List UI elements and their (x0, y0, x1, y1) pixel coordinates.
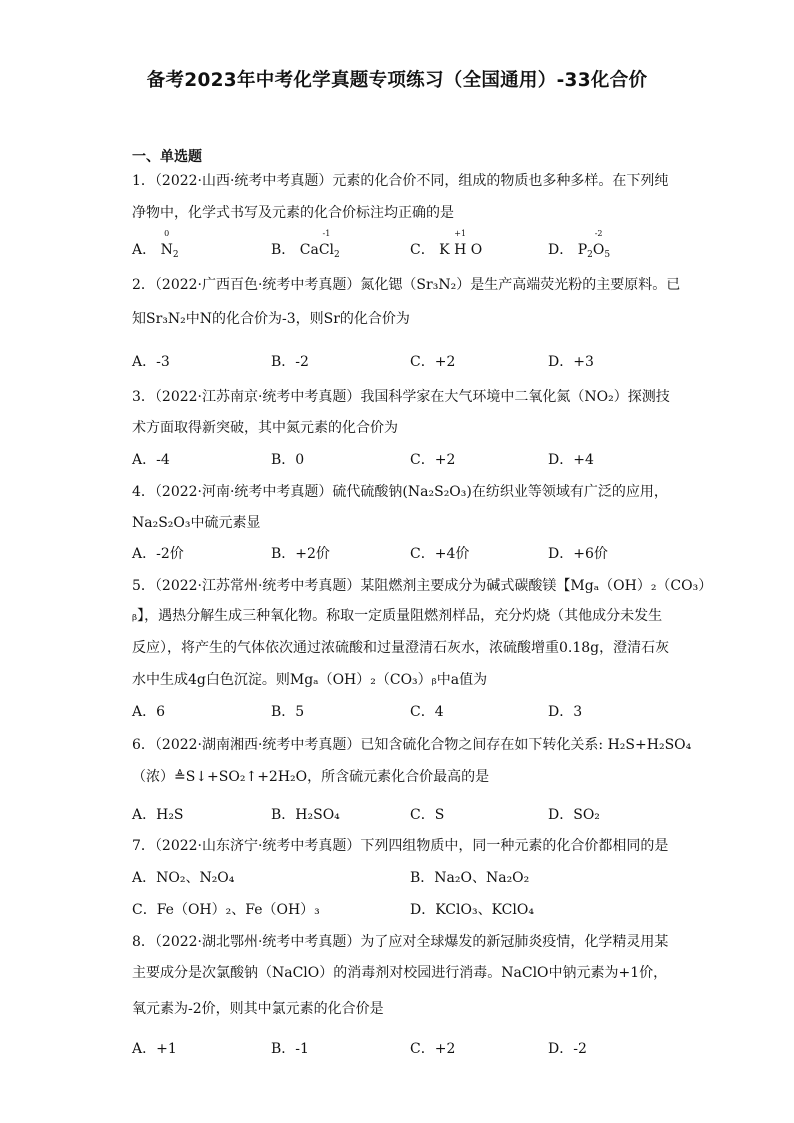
element-symbol: P (577, 242, 588, 258)
q7-option-c: C．Fe（OH）₂、Fe（OH）₃ (132, 902, 320, 918)
q2-option-c: C．+2 (410, 354, 456, 370)
formula-n2 (160, 229, 173, 260)
q3-stem-line1: 3．（2022·江苏南京·统考中考真题）我国科学家在大气环境中二氧化氮（NO₂）探测技 (132, 389, 670, 405)
q5-option-b: B．5 (271, 704, 305, 720)
q8-option-c: C．+2 (410, 1041, 456, 1057)
q8-stem-line1: 8．（2022·湖北鄂州·统考中考真题）为了应对全球爆发的新冠肺炎疫情，化学精灵用某 (132, 934, 669, 950)
q4-stem-line1: 4．（2022·河南·统考中考真题）硫代硫酸钠(Na₂S₂O₃)在纺织业等领域有广泛的应用， (132, 484, 668, 500)
q7-option-b: B．Na₂O、Na₂O₂ (410, 870, 530, 886)
q7-option-d: D．KClO₃、KClO₄ (410, 902, 534, 918)
q6-option-d: D．SO₂ (548, 807, 600, 823)
q1-stem-line1: 1．（2022·山西·统考中考真题）元素的化合价不同，组成的物质也多种多样。在下列纯 (132, 173, 669, 189)
element-symbol: O (592, 242, 605, 258)
formula-h (454, 229, 467, 260)
q3-option-c: C．+2 (410, 452, 456, 468)
q5-option-c: C．4 (410, 704, 444, 720)
valence-mark: 0 (164, 229, 170, 238)
q2-option-a: A．-3 (132, 354, 170, 370)
q2-stem-line1: 2．（2022·广西百色·统考中考真题）氮化锶（Sr₃N₂）是生产高端荧光粉的主要原料。已 (132, 277, 681, 293)
q6-stem-line2: （浓）≜S↓+SO₂↑+2H₂O，所含硫元素化合价最高的是 (132, 769, 490, 785)
q3-option-b: B．0 (271, 452, 305, 468)
q2-option-b: B．-2 (271, 354, 309, 370)
q4-option-b: B．+2价 (271, 546, 330, 562)
subscript: 5 (604, 250, 611, 260)
q6-option-c: C．S (410, 807, 445, 823)
q3-option-a: A．-4 (132, 452, 170, 468)
q1-option-b (271, 229, 340, 260)
q4-option-c: C．+4价 (410, 546, 470, 562)
q4-option-a: A．-2价 (132, 546, 184, 562)
q1-stem-line2: 净物中，化学式书写及元素的化合价标注均正确的是 (132, 205, 454, 221)
q5-stem-line1: 5．（2022·江苏常州·统考中考真题）某阻燃剂主要成分为碱式碳酸镁【Mgₐ（OH）₂（CO₃） (132, 578, 713, 594)
valence-mark: -1 (322, 229, 331, 238)
option-label: C． (410, 242, 435, 258)
q1-option-a (132, 229, 179, 260)
q5-option-d: D．3 (548, 704, 583, 720)
option-label: B． (271, 242, 296, 258)
q6-option-a: A．H₂S (132, 807, 184, 823)
q3-option-d: D．+4 (548, 452, 594, 468)
q5-option-a: A．6 (132, 704, 166, 720)
page-title: 备考2023年中考化学真题专项练习（全国通用）-33化合价 (146, 70, 648, 91)
q3-stem-line2: 术方面取得新突破，其中氮元素的化合价为 (132, 420, 398, 436)
element-symbol: O (470, 242, 483, 258)
q6-option-b: B．H₂SO₄ (271, 807, 340, 823)
q8-stem-line3: 氧元素为-2价，则其中氯元素的化合价是 (132, 1001, 384, 1017)
formula-o (592, 229, 605, 260)
q7-stem-line1: 7．（2022·山东济宁·统考中考真题）下列四组物质中，同一种元素的化合价都相同的是 (132, 838, 669, 854)
subscript: 2 (334, 250, 340, 260)
element-symbol: Ca (299, 242, 319, 258)
q8-stem-line2: 主要成分是次氯酸钠（NaClO）的消毒剂对校园进行消毒。NaClO中钠元素为+1价， (132, 965, 668, 981)
formula-cl (318, 229, 335, 260)
q8-option-d: D．-2 (548, 1041, 587, 1057)
q8-option-a: A．+1 (132, 1041, 177, 1057)
q5-stem-line3: 反应），将产生的气体依次通过浓硫酸和过量澄清石灰水，浓硫酸增重0.18g，澄清石灰 (132, 640, 670, 656)
q1-option-d (548, 229, 611, 260)
q1-option-c (410, 229, 483, 260)
q5-stem-line2: ᵦ】，遇热分解生成三种氧化物。称取一定质量阻燃剂样品，充分灼烧（其他成分未发生 (132, 608, 663, 624)
q2-option-d: D．+3 (548, 354, 594, 370)
q5-stem-line4: 水中生成4g白色沉淀。则Mgₐ（OH）₂（CO₃）ᵦ中a值为 (132, 672, 488, 688)
q4-option-d: D．+6价 (548, 546, 608, 562)
q6-stem-line1: 6．（2022·湖南湘西·统考中考真题）已知含硫化合物之间存在如下转化关系: H₂S+H₂SO₄ (132, 737, 692, 753)
option-label: D． (548, 242, 574, 258)
q8-option-b: B．-1 (271, 1041, 309, 1057)
element-symbol: K (439, 242, 450, 258)
q2-stem-line2: 知Sr₃N₂中N的化合价为-3，则Sr的化合价为 (132, 311, 410, 327)
valence-mark: +1 (454, 229, 467, 238)
element-symbol: H (454, 242, 467, 258)
subscript: 2 (587, 250, 593, 260)
section-heading: 一、单选题 (132, 149, 202, 165)
option-label: A． (132, 242, 157, 258)
subscript: 2 (172, 250, 179, 260)
valence-mark: -2 (594, 229, 603, 238)
element-symbol: Cl (318, 242, 335, 258)
element-symbol: N (160, 242, 173, 258)
q7-option-a: A．NO₂、N₂O₄ (132, 870, 235, 886)
q4-stem-line2: Na₂S₂O₃中硫元素显 (132, 515, 261, 531)
